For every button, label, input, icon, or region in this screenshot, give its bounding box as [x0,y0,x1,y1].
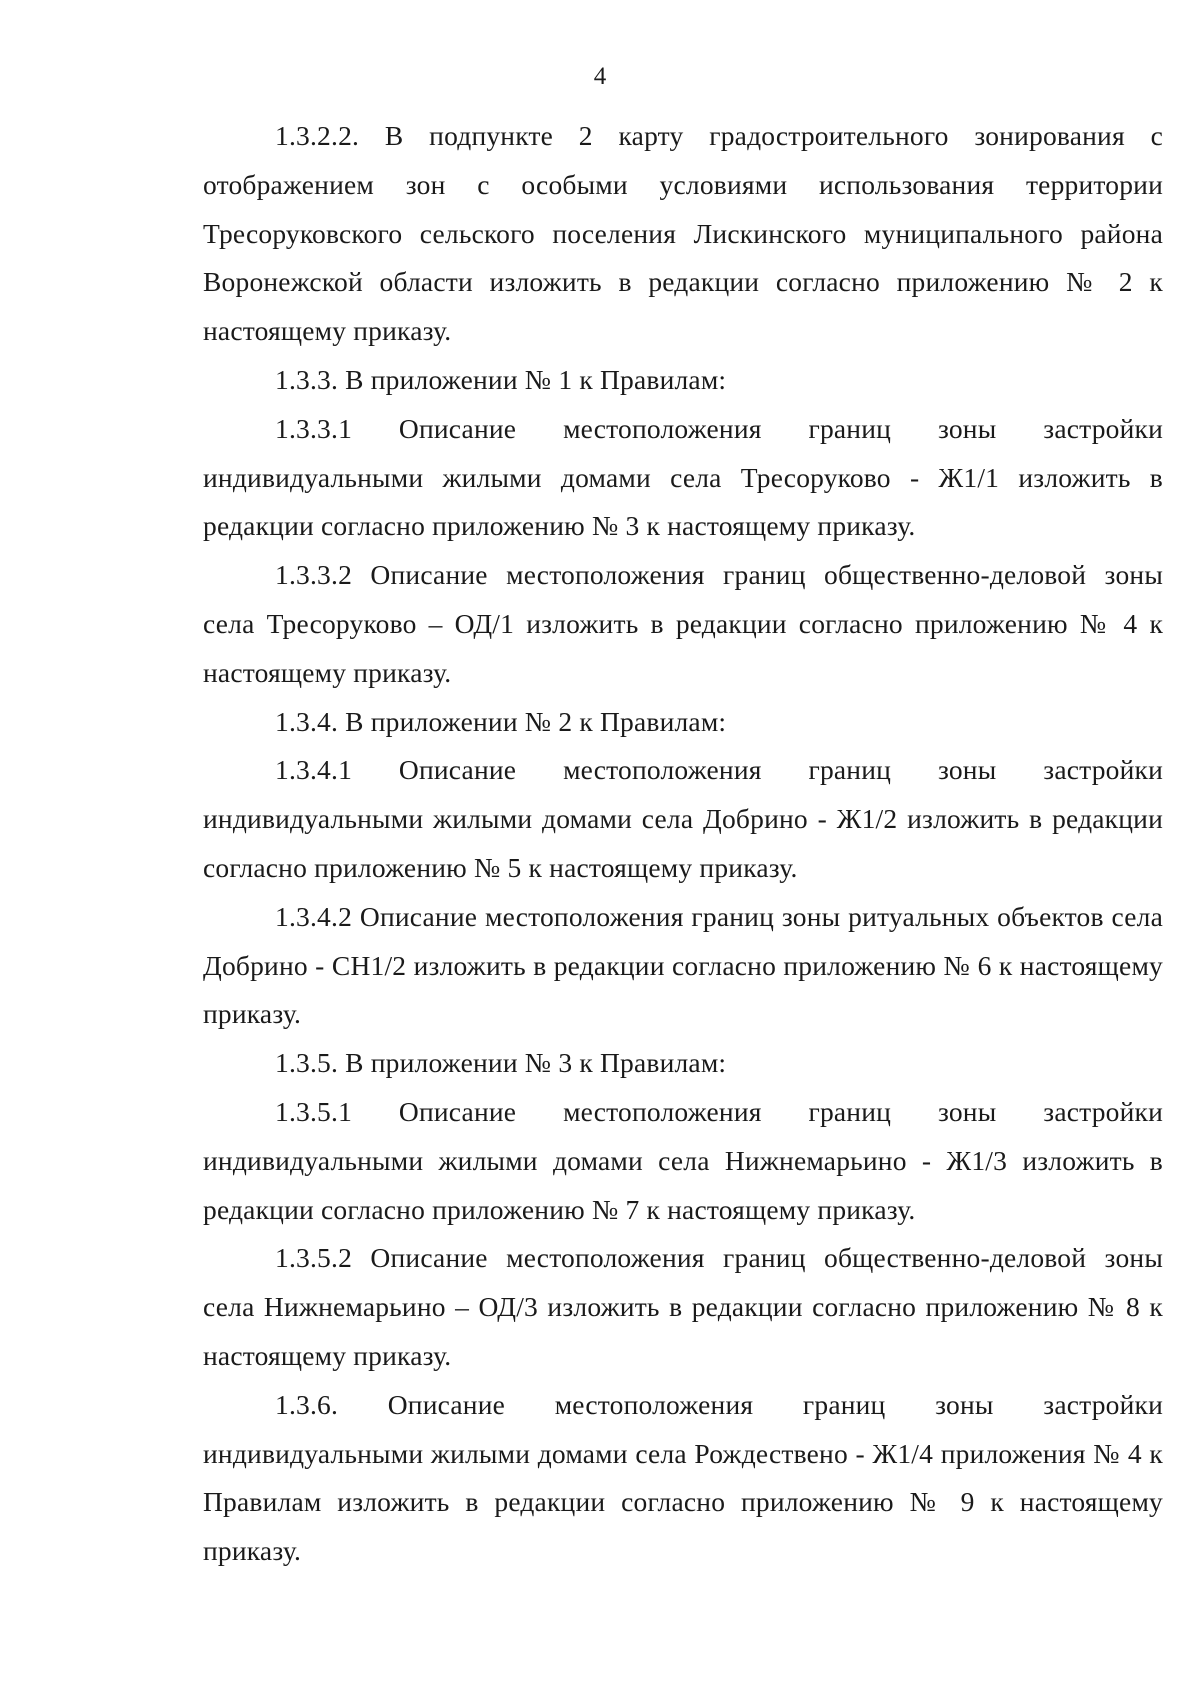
page-number: 4 [593,63,607,90]
paragraph-1-3-2-2: 1.3.2.2. В подпункте 2 карту градостроительного зонирования с отображением зон с особыми условиями использования территории Тресоруковского сельского поселения Лискинского муниципального района Воронежской области изложить в редакции согласно приложению № 2 к настоящему приказу. [203,120,1163,347]
paragraph-1-3-4-1: 1.3.4.1 Описание местоположения границ зоны застройки индивидуальными жилыми домами села Добрино - Ж1/2 изложить в редакции согласно приложению № 5 к настоящему приказу. [203,754,1163,883]
document-body [203,112,1163,1576]
paragraph-1-3-5-2: 1.3.5.2 Описание местоположения границ общественно-деловой зоны села Нижнемарьино – ОД/3 изложить в редакции согласно приложению № 8 к настоящему приказу. [203,1242,1163,1371]
paragraph-1-3-5-heading: 1.3.5. В приложении № 3 к Правилам: [275,1047,727,1079]
paragraph-1-3-4-heading: 1.3.4. В приложении № 2 к Правилам: [275,705,727,737]
paragraph-1-3-3-heading: 1.3.3. В приложении № 1 к Правилам: [275,363,727,395]
paragraph-1-3-3-2: 1.3.3.2 Описание местоположения границ общественно-деловой зоны села Тресоруково – ОД/1 изложить в редакции согласно приложению № 4 к настоящему приказу. [203,559,1163,688]
paragraph-1-3-4-2: 1.3.4.2 Описание местоположения границ зоны ритуальных объектов села Добрино - СН1/2 изложить в редакции согласно приложению № 6 к настоящему приказу. [203,900,1163,1030]
paragraph-1-3-5-1: 1.3.5.1 Описание местоположения границ зоны застройки индивидуальными жилыми домами села Нижнемарьино - Ж1/3 изложить в редакции согласно приложению № 7 к настоящему приказу. [203,1095,1163,1225]
paragraph-1-3-6: 1.3.6. Описание местоположения границ зоны застройки индивидуальными жилыми домами села Рождествено - Ж1/4 приложения № 4 к Правилам изложить в редакции согласно приложению № 9 к настоящему приказу. [203,1388,1163,1567]
paragraph-1-3-3-1: 1.3.3.1 Описание местоположения границ зоны застройки индивидуальными жилыми домами села Тресоруково - Ж1/1 изложить в редакции согласно приложению № 3 к настоящему приказу. [203,412,1163,542]
